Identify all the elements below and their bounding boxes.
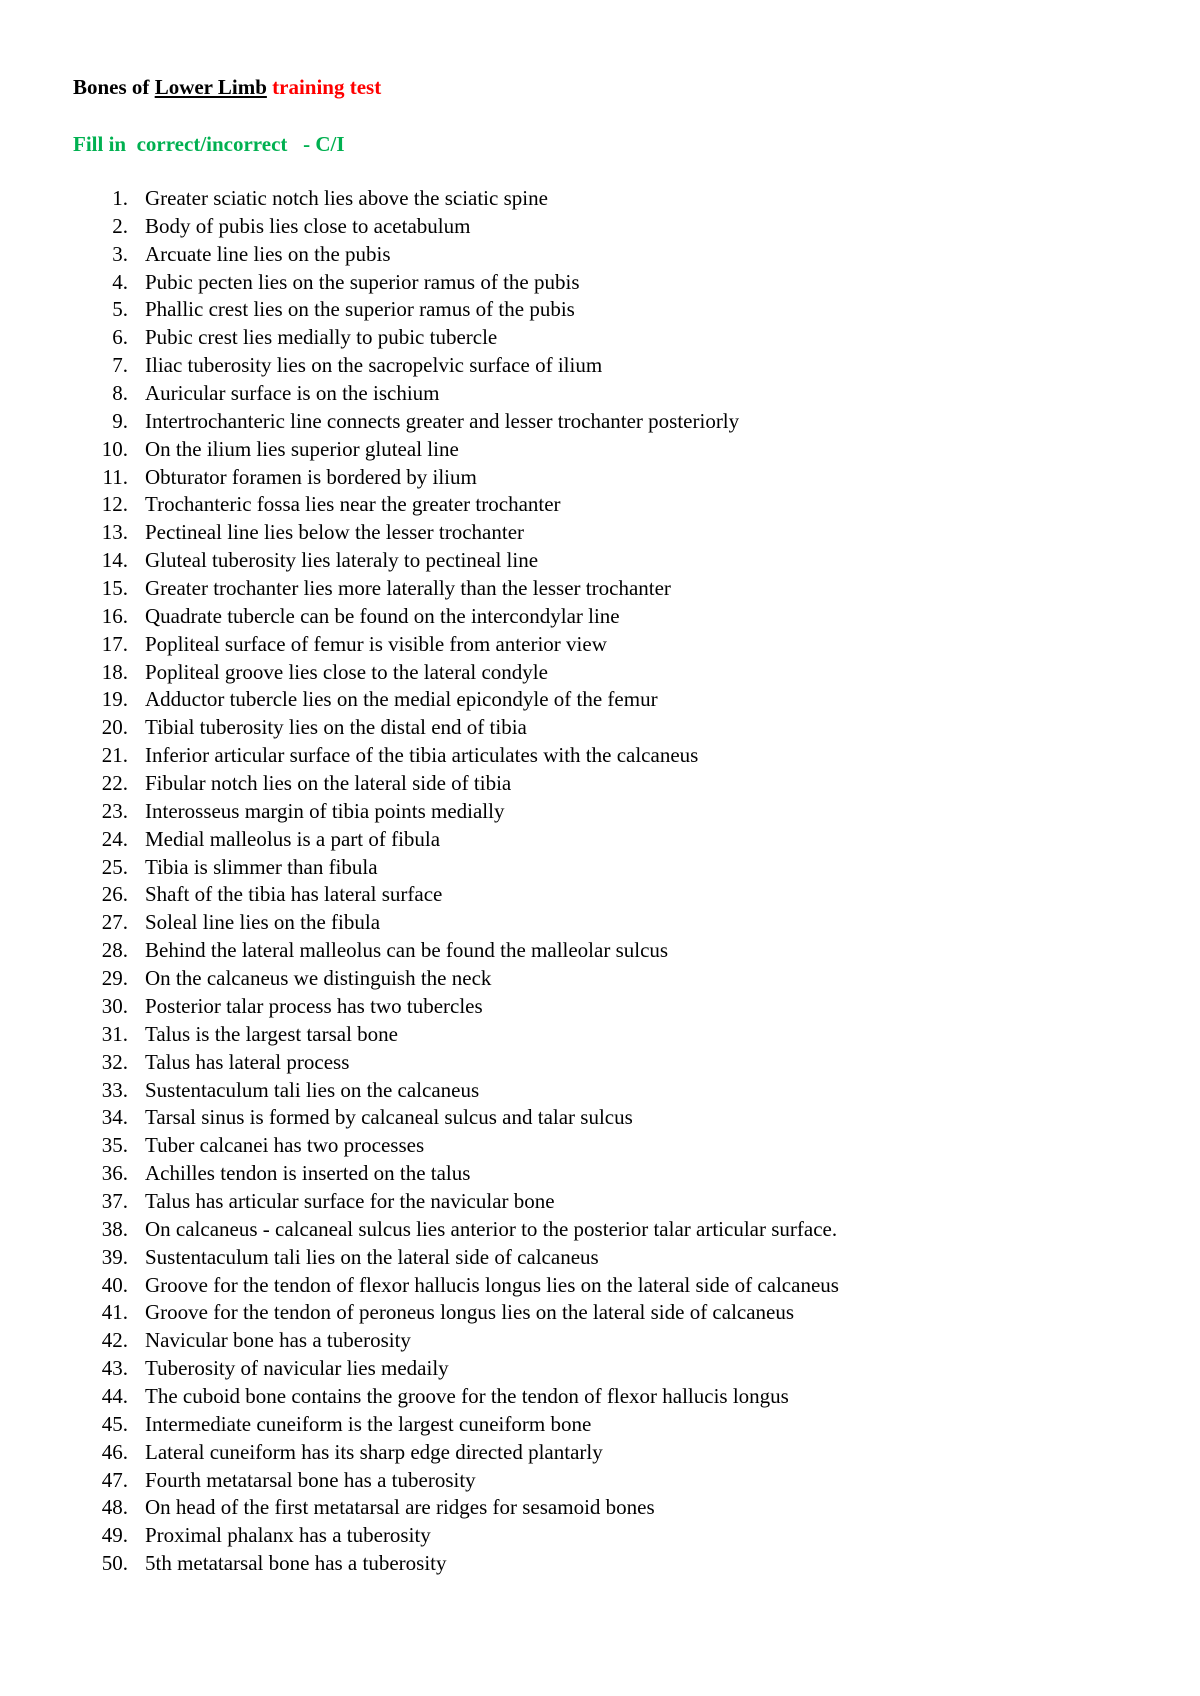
question-number: 45. [101,1411,128,1436]
question-number: 6. [112,325,128,350]
question-number: 36. [101,1161,128,1186]
question-number: 8. [112,381,128,406]
question-number: 37. [101,1188,128,1213]
title-suffix: training test [266,75,382,99]
question-text: Auricular surface is on the ischium [145,381,440,406]
question-text: Achilles tendon is inserted on the talus [145,1161,471,1186]
question-text: The cuboid bone contains the groove for the tendon of flexor hallucis longus [145,1383,789,1408]
question-text: On calcaneus - calcaneal sulcus lies anterior to the posterior talar articular surface. [145,1216,838,1241]
question-text: Groove for the tendon of flexor hallucis longus lies on the lateral side of calcaneus [145,1272,839,1297]
question-text: Talus has articular surface for the navicular bone [145,1188,555,1213]
question-text: Sustentaculum tali lies on the lateral side of calcaneus [145,1244,599,1269]
question-text: Iliac tuberosity lies on the sacropelvic surface of ilium [145,353,603,378]
question-text: Lateral cuneiform has its sharp edge directed plantarly [145,1439,603,1464]
question-number: 41. [101,1300,128,1325]
question-text: Popliteal surface of femur is visible from anterior view [145,631,607,656]
question-text: Tibial tuberosity lies on the distal end of tibia [145,715,527,740]
question-number: 30. [101,993,128,1018]
question-number: 7. [112,353,128,378]
question-number: 43. [101,1356,128,1381]
question-text: Body of pubis lies close to acetabulum [145,213,471,238]
question-text: Phallic crest lies on the superior ramus of the pubis [145,297,575,322]
question-number: 32. [101,1049,128,1074]
question-number: 2. [112,213,128,238]
question-number: 26. [101,882,128,907]
question-text: Obturator foramen is bordered by ilium [145,464,477,489]
question-number: 49. [101,1523,128,1548]
question-text: Groove for the tendon of peroneus longus lies on the lateral side of calcaneus [145,1300,795,1325]
question-number: 21. [101,743,128,768]
question-number: 47. [101,1467,128,1492]
title-prefix: Bones of [73,75,155,99]
question-text: Quadrate tubercle can be found on the intercondylar line [145,603,620,628]
question-number: 50. [101,1551,128,1576]
question-text: Tarsal sinus is formed by calcaneal sulcus and talar sulcus [145,1105,633,1130]
question-number: 19. [101,687,128,712]
question-text: Inferior articular surface of the tibia articulates with the calcaneus [145,743,699,768]
question-number: 11. [102,464,128,489]
question-text: Arcuate line lies on the pubis [145,241,391,266]
question-text: Posterior talar process has two tubercles [145,993,483,1018]
question-number: 10. [101,436,128,461]
question-text: Navicular bone has a tuberosity [145,1328,411,1353]
question-text: Fibular notch lies on the lateral side of tibia [145,771,512,796]
question-number: 13. [101,520,128,545]
question-text: Greater trochanter lies more laterally than the lesser trochanter [145,576,671,601]
question-text: Adductor tubercle lies on the medial epicondyle of the femur [145,687,658,712]
question-text: Pubic crest lies medially to pubic tubercle [145,325,498,350]
question-text: Tibia is slimmer than fibula [145,854,378,879]
question-text: Sustentaculum tali lies on the calcaneus [145,1077,480,1102]
question-number: 34. [101,1105,128,1130]
question-text: On head of the first metatarsal are ridges for sesamoid bones [145,1495,655,1520]
question-text: Soleal line lies on the fibula [145,910,381,935]
question-number: 18. [101,659,128,684]
question-number: 14. [101,548,128,573]
question-number: 9. [112,408,128,433]
question-number: 23. [101,798,128,823]
question-text: Proximal phalanx has a tuberosity [145,1523,431,1548]
question-text: Pubic pecten lies on the superior ramus of the pubis [145,269,580,294]
question-text: Tuberosity of navicular lies medaily [145,1356,449,1381]
question-number: 1. [112,186,128,210]
question-text: Fourth metatarsal bone has a tuberosity [145,1467,476,1492]
question-text: On the ilium lies superior gluteal line [145,436,459,461]
question-number: 48. [101,1495,128,1520]
question-number: 15. [101,576,128,601]
question-text: Gluteal tuberosity lies lateraly to pectineal line [145,548,539,573]
question-text: Trochanteric fossa lies near the greater trochanter [145,492,561,517]
question-number: 35. [101,1133,128,1158]
question-text: Behind the lateral malleolus can be found the malleolar sulcus [145,938,669,963]
question-number: 31. [101,1021,128,1046]
question-text: Intertrochanteric line connects greater and lesser trochanter posteriorly [145,408,740,433]
question-text: Greater sciatic notch lies above the sciatic spine [145,186,548,210]
question-text: On the calcaneus we distinguish the neck [145,966,492,991]
question-number: 28. [101,938,128,963]
question-text: Medial malleolus is a part of fibula [145,826,441,851]
question-number: 38. [101,1216,128,1241]
question-text: Shaft of the tibia has lateral surface [145,882,443,907]
question-number: 20. [101,715,128,740]
instructions: Fill in correct/incorrect - C/I [73,132,345,156]
question-text: Interosseus margin of tibia points medially [145,798,505,823]
question-number: 24. [101,826,128,851]
question-number: 3. [112,241,128,266]
question-number: 22. [101,771,128,796]
question-number: 29. [101,966,128,991]
question-number: 5. [112,297,128,322]
question-text: Pectineal line lies below the lesser trochanter [145,520,525,545]
question-number: 27. [101,910,128,935]
question-number: 42. [101,1328,128,1353]
question-number: 17. [101,631,128,656]
question-number: 44. [101,1383,128,1408]
question-text: Talus has lateral process [145,1049,350,1074]
question-number: 46. [101,1439,128,1464]
question-text: 5th metatarsal bone has a tuberosity [145,1551,447,1576]
question-number: 39. [101,1244,128,1269]
question-text: Tuber calcanei has two processes [145,1133,425,1158]
document-title [73,74,381,100]
question-number: 12. [101,492,128,517]
question-number: 16. [101,603,128,628]
question-text: Popliteal groove lies close to the lateral condyle [145,659,548,684]
title-topic: Lower Limb [154,75,267,99]
question-text: Talus is the largest tarsal bone [145,1021,398,1046]
question-number: 33. [101,1077,128,1102]
question-text: Intermediate cuneiform is the largest cuneiform bone [145,1411,592,1436]
question-number: 4. [112,269,128,294]
question-number: 40. [101,1272,128,1297]
question-number: 25. [101,854,128,879]
